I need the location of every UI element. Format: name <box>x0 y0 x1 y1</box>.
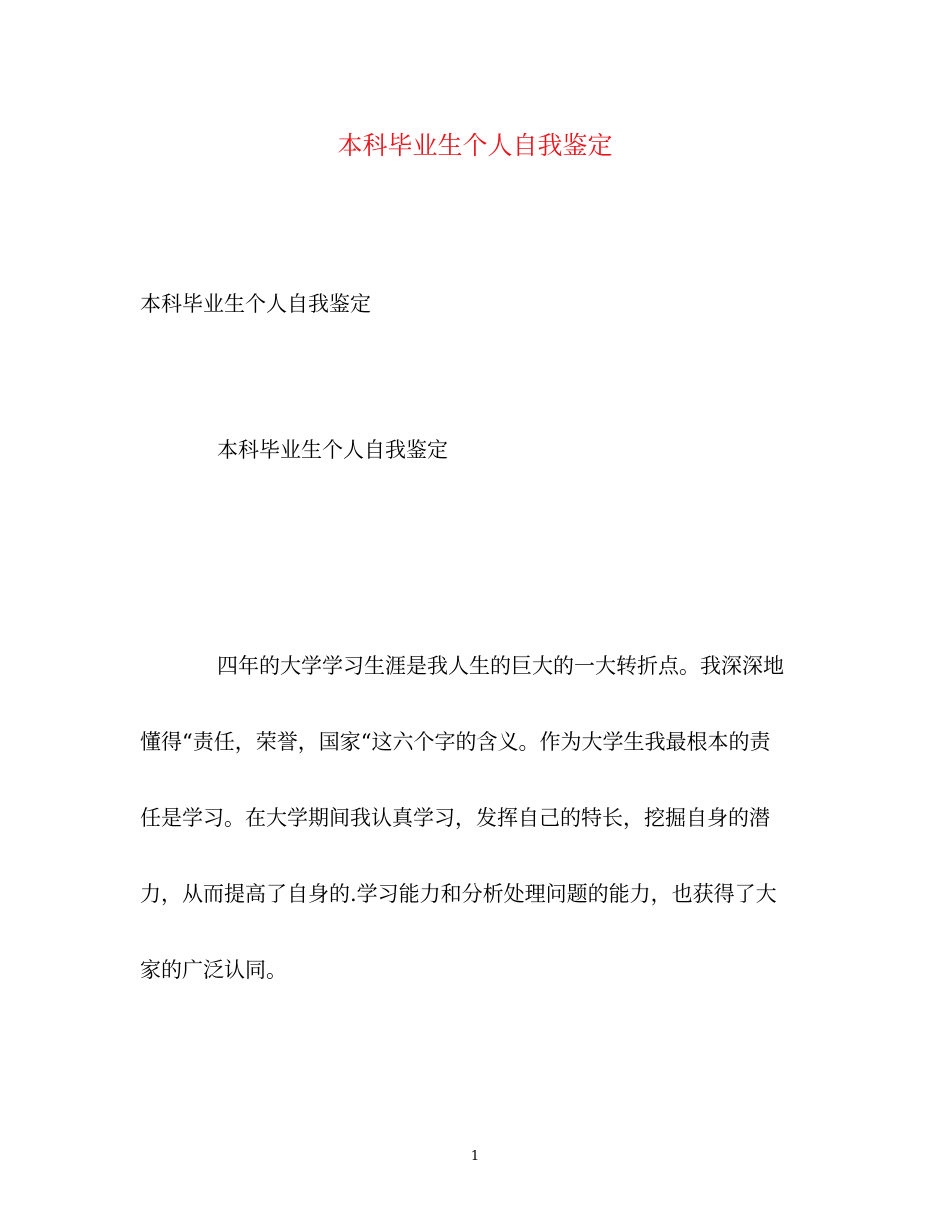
paragraph-line: 力，从而提高了自身的.学习能力和分析处理问题的能力，也获得了大 <box>140 882 777 906</box>
section-heading: 本科毕业生个人自我鉴定 <box>140 292 371 316</box>
paragraph-line: 家的广泛认同。 <box>140 958 287 982</box>
paragraph-line: 懂得“责任，荣誉，国家“这六个字的含义。作为大学生我最根本的责 <box>140 730 771 754</box>
body-paragraph <box>140 650 810 1030</box>
page-number: 1 <box>470 1149 480 1164</box>
paragraph-line: 四年的大学学习生涯是我人生的巨大的一大转折点。我深深地 <box>217 654 784 678</box>
document-title: 本科毕业生个人自我鉴定 <box>337 131 613 160</box>
indented-heading: 本科毕业生个人自我鉴定 <box>217 438 448 462</box>
paragraph-line: 任是学习。在大学期间我认真学习，发挥自己的特长，挖掘自身的潜 <box>140 806 770 830</box>
